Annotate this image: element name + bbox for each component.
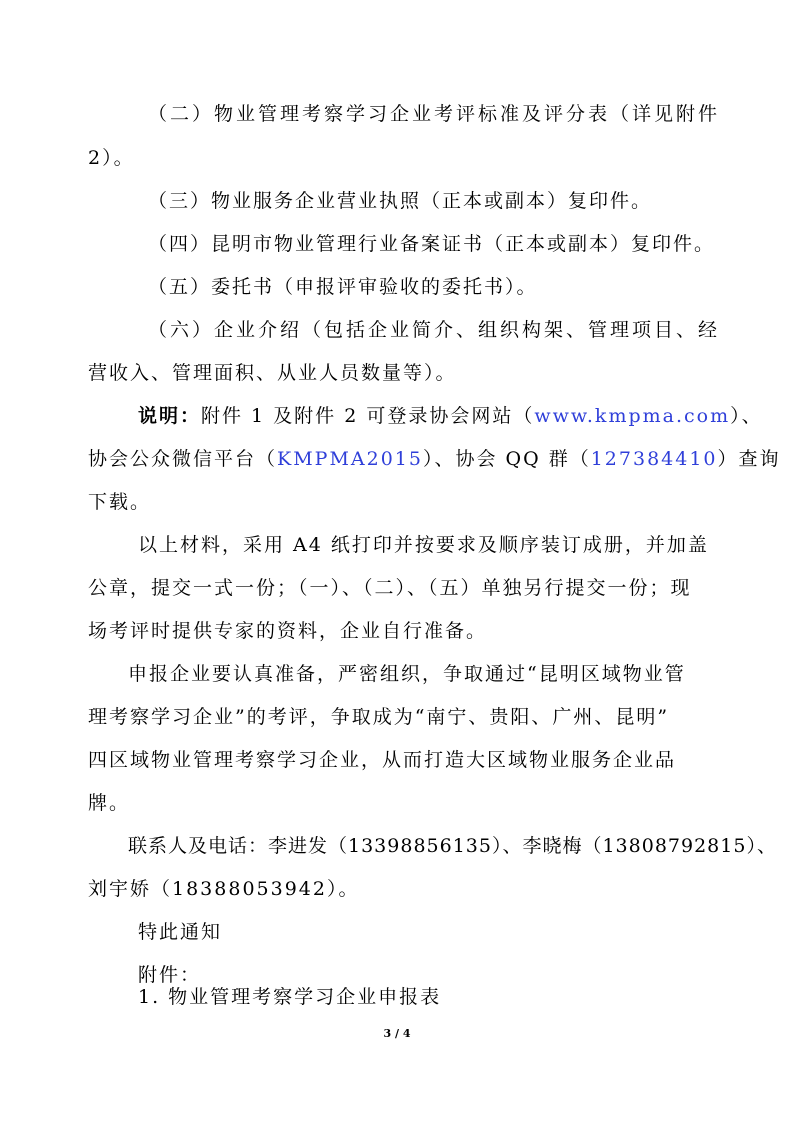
item-6-line-2: 营收入、管理面积、从业人员数量等）。 [88, 362, 457, 384]
note-text-e: ）查询 [717, 448, 781, 470]
item-2-line-2: 2）。 [88, 147, 135, 169]
website-link[interactable]: www.kmpma.com [534, 405, 731, 427]
note-text-c: 协会公众微信平台（ [88, 448, 278, 470]
materials-line-1: 以上材料，采用 A4 纸打印并按要求及顺序装订成册，并加盖 [138, 534, 709, 556]
item-3: （三）物业服务企业营业执照（正本或副本）复印件。 [148, 190, 653, 212]
contacts-line-1: 联系人及电话：李进发（13398856135）、李晓梅（13808792815）、 [128, 835, 777, 857]
requirement-line-1: 申报企业要认真准备，严密组织，争取通过“昆明区域物业管 [128, 663, 686, 685]
contacts-line-2: 刘宇娇（18388053942）。 [88, 878, 360, 900]
qq-group-number: 127384410 [590, 448, 718, 470]
note-label: 说明： [138, 405, 202, 427]
item-6-line-1: （六）企业介绍（包括企业简介、组织构架、管理项目、经 [148, 319, 721, 341]
closing-text: 特此通知 [138, 921, 223, 943]
page-number: 3 / 4 [383, 1027, 411, 1040]
note-text-d: ）、协会 QQ 群（ [422, 448, 591, 470]
materials-line-3: 场考评时提供专家的资料，企业自行准备。 [88, 620, 488, 642]
note-text-b: ）、 [730, 405, 763, 427]
materials-line-2: 公章，提交一式一份；（一）、（二）、（五）单独另行提交一份；现 [88, 577, 692, 599]
requirement-line-3: 四区域物业管理考察学习企业，从而打造大区域物业服务企业品 [88, 749, 677, 771]
requirement-line-4: 牌。 [88, 792, 131, 814]
note-text-a: 附件 1 及附件 2 可登录协会网站（ [201, 405, 535, 427]
item-2-line-1: （二）物业管理考察学习企业考评标准及评分表（详见附件 [148, 103, 721, 125]
attachments-label: 附件： [138, 964, 202, 986]
wechat-id: KMPMA2015 [277, 448, 423, 470]
item-4: （四）昆明市物业管理行业备案证书（正本或副本）复印件。 [148, 233, 716, 255]
item-5: （五）委托书（申报评审验收的委托书）。 [148, 276, 538, 298]
attachment-item-1: 1. 物业管理考察学习企业申报表 [138, 986, 442, 1008]
note-line-3: 下载。 [88, 491, 152, 513]
note-line-1 [138, 404, 763, 428]
requirement-line-2: 理考察学习企业”的考评，争取成为“南宁、贵阳、广州、昆明” [88, 706, 670, 728]
note-line-2 [88, 447, 781, 471]
